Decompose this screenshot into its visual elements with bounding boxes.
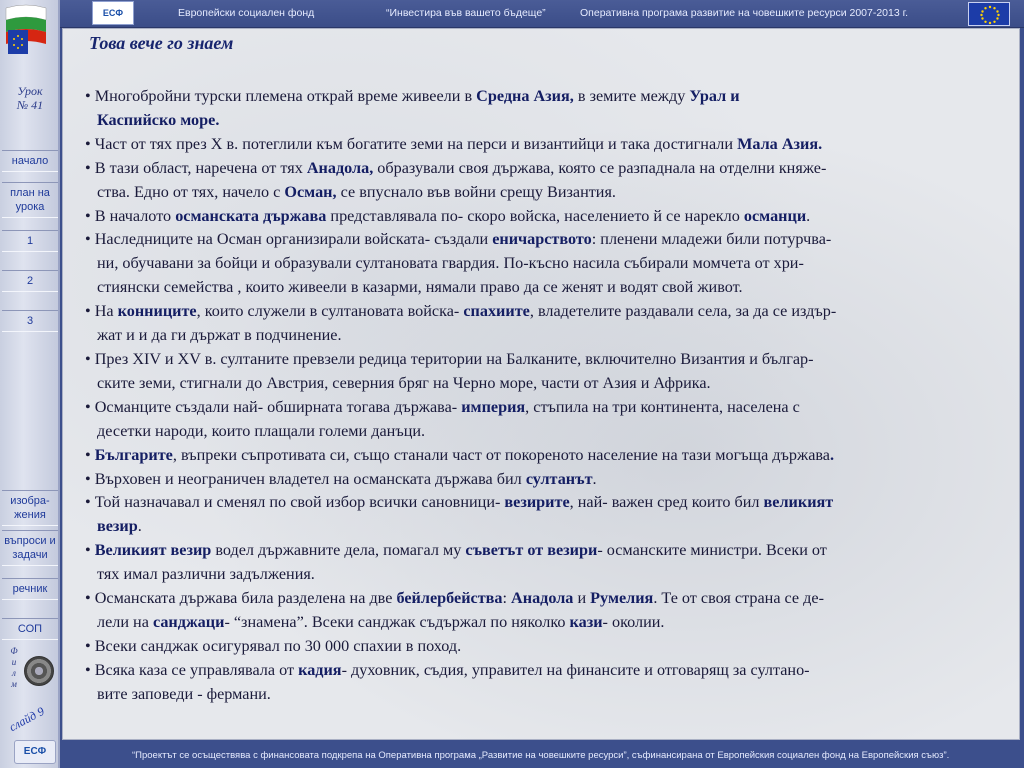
sidebar [0, 0, 60, 768]
nav-sop[interactable]: СОП [2, 618, 58, 640]
list-item: • Върховен и неограничен владетел на османската държава бил султанът. [85, 469, 597, 488]
list-item: • Българите, въпреки съпротивата си, също станали част от покореното население на тази могъща държава. [85, 445, 835, 464]
top-bar [0, 0, 1024, 28]
nav-lesson-plan[interactable]: план на урока [2, 182, 58, 218]
slide-content [62, 28, 1020, 740]
list-item: • Многобройни турски племена открай време живеели в Средна Азия, в земите между Урал и Каспийско море. [85, 87, 740, 129]
nav-part-3[interactable]: 3 [2, 310, 58, 332]
list-item: • На конниците, които служели в султановата войска- спахиите, владетелите раздавали села, за да се издър- жат и и да ги държат в подчинение. [85, 302, 837, 345]
list-item: • Всяка каза се управлявала от кадия- духовник, съдия, управител на финансите и отговарящ за султано- вите заповеди - фермани. [85, 660, 810, 703]
footer [62, 740, 1024, 768]
slide-number: слайд 9 [6, 704, 47, 735]
list-item: • Той назначавал и сменял по свой избор всички сановници- везирите, най- важен сред които бил великият везир. [85, 493, 834, 536]
list-item: • Османците създали най- обширната тогава държава- империя, стъпила на три континента, населена с десетки народи, които плащали големи данъци. [85, 397, 800, 440]
nav-part-2[interactable]: 2 [2, 270, 58, 292]
bulgarian-flag-icon [2, 2, 50, 56]
nav-images[interactable]: изобра-жения [2, 490, 58, 526]
list-item: • През XIV и XV в. султаните превзели редица територии на Балканите, включително Византия и българ- ските земи, стигнали до Австрия, северния бряг на Черно море, части от Азия и Африка. [85, 349, 814, 392]
list-item: • Наследниците на Осман организирали войската- създали еничарството: пленени младежи били потурчва- ни, обучавани за бойци и образували султановата гвардия. По-късно насила събирали момчета от хри- стиянски семейства , които живеели в казарми, нямали право да се женят и водят свой живот. [85, 230, 832, 297]
nav-part-1[interactable]: 1 [2, 230, 58, 252]
header-fund: Европейски социален фонд [178, 7, 315, 19]
lesson-label: Урок № 41 [16, 84, 44, 112]
list-item: • В началото османската държава представлявала по- скоро войска, населението й се нарекло османци. [85, 206, 811, 225]
slide-title: Това вече го знаем [89, 33, 234, 53]
list-item: • Великият везир водел държавните дела, помагал му съветът от везири- османските министри. Всеки от тях имал различни задължения. [85, 541, 827, 584]
eu-flag-icon [968, 2, 1010, 26]
bullet-list [85, 85, 1015, 707]
esf-logo-icon: ЕСФ [14, 740, 56, 764]
esf-logo-icon: ЕСФ [92, 1, 134, 25]
list-item: • Част от тях през Х в. потеглили към богатите земи на перси и византийци и така достигнали Мала Азия. [85, 134, 823, 153]
nav-glossary[interactable]: речник [2, 578, 58, 600]
list-item: • Всеки санджак осигурявал по 30 000 спахии в поход. [85, 636, 462, 655]
nav-home[interactable]: начало [2, 150, 58, 172]
film-reel-icon[interactable] [24, 656, 54, 686]
footer-text: “Проектът се осъществява с финансовата подкрепа на Оперативна програма „Развитие на човешките ресурси”, съфинансирана от Европейския социален фонд на Европейския съюз”. [132, 750, 950, 761]
list-item: • Османската държава била разделена на две бейлербейства: Анадола и Румелия. Те от своя страна се де- лели на санджаци- “знамена”. Всеки санджак съдържал по няколко кази- околии. [85, 589, 824, 631]
film-label[interactable]: Ф и л м [10, 646, 18, 689]
header-programme: Оперативна програма развитие на човешките ресурси 2007-2013 г. [580, 7, 909, 19]
nav-questions[interactable]: въпроси и задачи [2, 530, 58, 566]
list-item: • В тази област, наречена от тях Анадола, образували своя държава, която се разпаднала на отделни княже- ства. Едно от тях, начело с Осман, се впуснало във войни срещу Византия. [85, 158, 827, 201]
header-motto: “Инвестира във вашето бъдеще” [386, 7, 546, 19]
